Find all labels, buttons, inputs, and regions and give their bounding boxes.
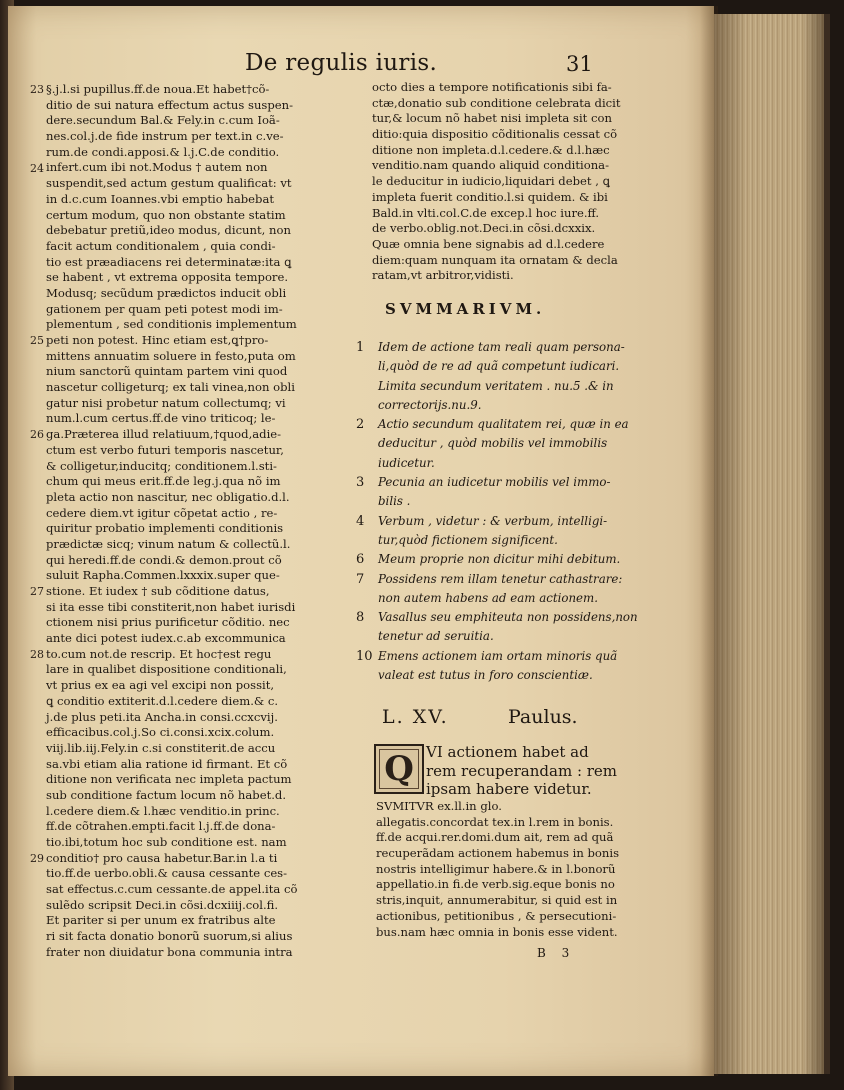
text-line: peti non potest. Hinc etiam est,ꝗ†pro- (46, 333, 269, 347)
text-line: ditione non verificata nec impleta pactum (46, 772, 292, 787)
section-number: L. XV. (382, 706, 449, 728)
summary-number: 4 (356, 513, 365, 529)
summarium-list (356, 338, 696, 685)
commentary-line: nostris intelligimur habere.& in l.bonorũ (376, 861, 616, 876)
summary-text: valeat est tutus in foro conscientiæ. (378, 668, 593, 683)
summary-entry (356, 415, 696, 434)
text-line: nes.col.j.de fide instrum per text.in c.ve- (46, 129, 284, 144)
text-line: dere.secundum Bal.& Fely.in c.cum Ioã- (46, 113, 280, 128)
text-line: ctæ,donatio sub conditione celebrata dicit (372, 95, 621, 110)
text-line: debebatur pretiũ,ideo modus, dicunt, non (46, 223, 291, 238)
text-line: ff.de cõtrahen.empti.facit l.j.ff.de dona- (46, 819, 276, 834)
text-line: octo dies a tempore notificationis sibi fa- (372, 80, 612, 94)
summary-text: Possidens rem illam tenetur cathastrare: (378, 571, 623, 586)
summary-entry (356, 454, 696, 473)
summary-entry (356, 550, 696, 569)
text-line: vt prius ex ea agi vel excipi non possit, (46, 678, 275, 693)
commentary-line: ff.de acqui.rer.domi.dum ait, rem ad quã (376, 830, 614, 845)
summary-text: deducitur , quòd mobilis vel immobilis (378, 436, 608, 451)
text-line: ga.Præterea illud relatiuum,†quod,adie- (46, 427, 282, 442)
text-line: sa.vbi etiam alia ratione id firmant. Et cõ (46, 756, 288, 771)
summary-number: 7 (356, 571, 365, 587)
section-author: Paulus. (508, 706, 578, 728)
summary-text: Actio secundum qualitatem rei, quæ in ea (378, 417, 629, 432)
summary-number: 6 (356, 552, 365, 568)
text-line: tio est præadiacens rei determinatæ:ita ꝗ (46, 254, 292, 269)
summary-text: Limita secundum veritatem . nu.5 .& in (378, 378, 614, 393)
margin-number: 27 (30, 585, 44, 599)
summary-text: non autem habens ad eam actionem. (378, 590, 598, 605)
summary-text: iudicetur. (378, 455, 435, 470)
summarium-heading: SVMMARIVM. (385, 300, 546, 318)
commentary-text (376, 799, 619, 940)
commentary-line: stris,inquit, annumerabitur, si quid est in (376, 893, 618, 908)
text-line: nascetur colligeturq; ex tali vinea,non obli (46, 380, 295, 395)
text-line: frater non diuidatur bona communia intra (46, 944, 293, 959)
summary-text: bilis . (378, 494, 411, 509)
text-line: Et pariter si per unum ex fratribus alte (46, 913, 276, 928)
text-line: sub conditione factum locum nõ habet.d. (46, 787, 287, 802)
text-line: ditio:quia dispositio cõditionalis cessat cõ (372, 127, 618, 142)
summary-entry (356, 473, 696, 492)
text-line: gatur nisi probetur natum collectumq; vi (46, 395, 286, 410)
text-line: infert.cum ibi not.Modus † autem non (46, 160, 268, 175)
text-line: ditio de sui natura effectum actus suspen- (46, 97, 294, 112)
text-line: ditione non impleta.d.l.cedere.& d.l.hæc (372, 142, 610, 157)
commentary-line: allegatis.concordat tex.in l.rem in bonis. (376, 814, 614, 829)
text-line: pleta actio non nascitur, nec obligatio.d.l. (46, 489, 290, 504)
rule-line: ipsam habere videtur. (426, 780, 592, 799)
commentary-line: appellatio.in fi.de verb.sig.eque bonis no (376, 877, 615, 892)
text-line: rum.de condi.apposi.& l.j.C.de conditio. (46, 144, 280, 159)
text-line: Modusq; secũdum prædictos inducit obli (46, 285, 287, 300)
folio-number: 31 (566, 52, 593, 76)
text-line: ante dici potest iudex.c.ab excommunica (46, 631, 286, 646)
right-column (372, 80, 692, 284)
text-line: mittens annuatim soluere in festo,puta om (46, 348, 296, 363)
summary-text: tenetur ad seruitia. (378, 629, 494, 644)
text-line: num.l.cum certus.ff.de vino triticoq; le- (46, 411, 276, 426)
text-line: stione. Et iudex † sub cõditione datus, (46, 584, 270, 598)
text-line: le deducitur in iudicio,liquidari debet , ꝗ (372, 174, 610, 189)
commentary-line: recuperãdam actionem habemus in bonis (376, 846, 620, 861)
text-line: impleta fuerit conditio.l.si quidem. & ibi (372, 189, 608, 204)
summary-text: tur,quòd fictionem significent. (378, 532, 558, 547)
initial-letter: Q (384, 749, 414, 789)
text-line: in d.c.cum Ioannes.vbi emptio habebat (46, 191, 275, 206)
signature-mark: B 3 (537, 946, 576, 960)
margin-number: 29 (30, 852, 44, 866)
summary-number: 3 (356, 475, 365, 491)
text-line: certum modum, quo non obstante statim (46, 207, 286, 222)
margin-number: 25 (30, 334, 44, 348)
text-line: tio.ibi,totum hoc sub conditione est. nam (46, 835, 287, 849)
text-line: qui heredi.ff.de condi.& demon.prout cõ (46, 552, 282, 567)
text-line: suluit Rapha.Commen.lxxxix.super que- (46, 568, 280, 583)
text-line: ꝗ conditio extiterit.d.l.cedere diem.& c. (46, 693, 279, 708)
text-line: Bald.in vlti.col.C.de excep.l hoc iure.ff. (372, 205, 600, 220)
summary-number: 1 (356, 340, 365, 355)
summary-entry (356, 492, 696, 511)
text-line: nium sanctorũ quintam partem vini quod (46, 364, 288, 379)
text-line: ri sit facta donatio bonorũ suorum,si alius (46, 929, 293, 944)
summary-entry (356, 531, 696, 550)
fore-edge-shade (714, 14, 824, 1074)
text-line: lare in qualibet dispositione conditionali, (46, 662, 287, 677)
summary-entry (356, 589, 696, 608)
text-line: ctionem nisi prius purificetur cõditio. nec (46, 615, 290, 630)
summary-entry (356, 377, 696, 396)
summary-text: Meum proprie non dicitur mihi debitum. (378, 552, 621, 567)
summary-text: Verbum , videtur : & verbum, intelligi- (378, 513, 608, 528)
text-line: l.cedere diem.& l.hæc venditio.in princ. (46, 803, 280, 818)
text-line: de verbo.oblig.not.Deci.in cõsi.dcxxix. (372, 221, 596, 236)
text-line: se habent , vt extrema opposita tempore. (46, 270, 289, 285)
margin-number: 28 (30, 648, 44, 662)
summary-entry (356, 338, 696, 357)
text-line: suspendit,sed actum gestum qualificat: vt (46, 176, 292, 191)
margin-number: 26 (30, 428, 44, 442)
text-line: j.de plus peti.ita Ancha.in consi.ccxcvij. (46, 709, 278, 724)
text-line: prædictæ sicq; vinum natum & collectũ.l. (46, 536, 291, 551)
text-line: tio.ff.de uerbo.obli.& causa cessante ces- (46, 866, 288, 881)
summary-text: Idem de actione tam reali quam persona- (378, 340, 625, 354)
summary-entry (356, 396, 696, 415)
summary-entry (356, 647, 696, 666)
text-line: diem:quam nunquam ita ornatam & decla (372, 252, 618, 267)
running-title: De regulis iuris. (245, 50, 438, 76)
commentary-line: actionibus, petitionibus , & persecutioni- (376, 908, 617, 923)
text-line: cedere diem.vt igitur cõpetat actio , re- (46, 505, 278, 520)
text-line: tur,& locum nõ habet nisi impleta sit con (372, 111, 612, 126)
text-line: si ita esse tibi constiterit,non habet iurisdi (46, 599, 296, 614)
summary-entry (356, 357, 696, 376)
summary-text: Emens actionem iam ortam minoris quã (378, 648, 618, 663)
summary-entry (356, 570, 696, 589)
left-column (46, 82, 326, 961)
text-line: §.j.l.si pupillus.ff.de noua.Et habet†cõ- (46, 82, 270, 96)
summary-entry (356, 627, 696, 646)
text-line: ratam,vt arbitror,vidisti. (372, 268, 514, 283)
text-line: conditio† pro causa habetur.Bar.in l.a ti (46, 850, 278, 865)
text-line: to.cum not.de rescrip. Et hoc†est regu (46, 646, 272, 661)
margin-number: 24 (30, 161, 44, 175)
rule-line: rem recuperandam : rem (426, 761, 618, 780)
text-line: efficacibus.col.j.So ci.consi.xcix.colum. (46, 725, 275, 740)
summary-text: Pecunia an iudicetur mobilis vel immo- (378, 475, 611, 490)
decorated-initial (374, 744, 424, 794)
commentary-line: SVMITVR ex.ll.in glo. (376, 799, 502, 813)
margin-number: 23 (30, 83, 44, 96)
text-line: gationem per quam peti potest modi im- (46, 301, 283, 316)
rule-text (426, 743, 617, 799)
summary-number: 10 (356, 648, 373, 664)
summary-text: Vasallus seu emphiteuta non possidens,non (378, 610, 638, 625)
text-line: sulẽdo scripsit Deci.in cõsi.dcxiiij.col.fi. (46, 897, 279, 912)
summary-text: correctorijs.nu.9. (378, 397, 482, 412)
commentary-line: bus.nam hæc omnia in bonis esse vident. (376, 924, 618, 939)
summary-entry (356, 434, 696, 453)
summary-entry (356, 608, 696, 627)
rule-line: VI actionem habet ad (426, 743, 589, 761)
text-line: chum qui meus erit.ff.de leg.j.qua nõ im (46, 474, 281, 489)
summary-number: 8 (356, 610, 365, 626)
text-line: & colligetur,inducitq; conditionem.l.sti- (46, 458, 277, 473)
summary-entry (356, 666, 696, 685)
text-line: facit actum conditionalem , quia condi- (46, 238, 276, 253)
text-line: viij.lib.iij.Fely.in c.si constiterit.de accu (46, 740, 276, 755)
summary-number: 2 (356, 417, 365, 433)
summary-text: li,quòd de re ad quã competunt iudicari. (378, 359, 620, 374)
text-line: quiritur probatio implementi conditionis (46, 521, 284, 536)
summary-entry (356, 512, 696, 531)
text-line: Quæ omnia bene signabis ad d.l.cedere (372, 236, 605, 251)
text-line: ctum est verbo futuri temporis nascetur, (46, 442, 284, 457)
text-line: plementum , sed conditionis implementum (46, 317, 297, 332)
text-line: venditio.nam quando aliquid conditiona- (372, 158, 609, 173)
text-line: sat effectus.c.cum cessante.de appel.ita cõ (46, 882, 298, 897)
